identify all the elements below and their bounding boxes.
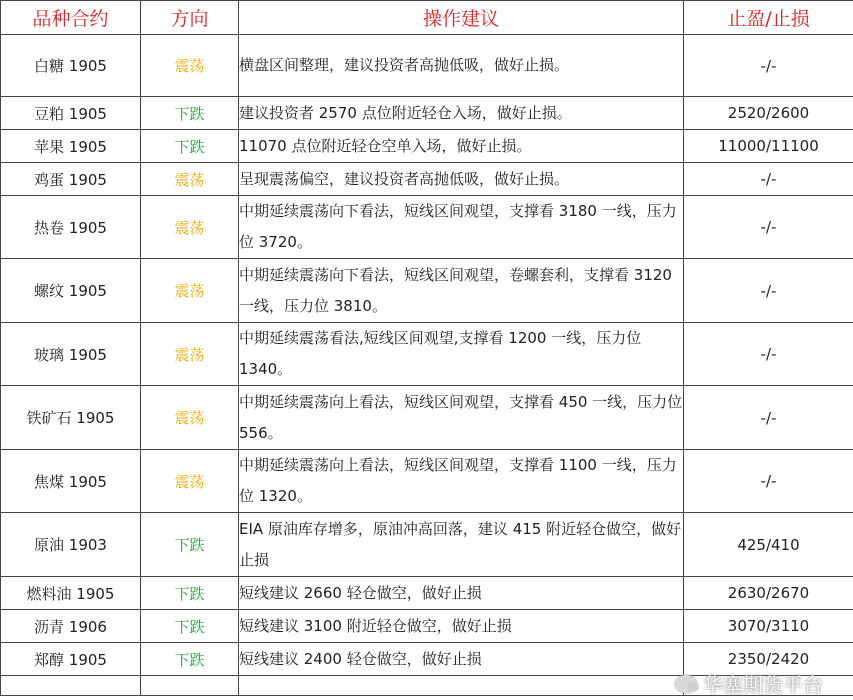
header-stop: 止盈/止损 xyxy=(684,1,853,35)
cell-stop: 3070/3110 xyxy=(684,610,853,643)
cell-direction: 震荡 xyxy=(141,196,239,259)
cell-stop: 2350/2420 xyxy=(684,643,853,676)
table-row xyxy=(1,130,853,163)
table-row xyxy=(1,196,853,259)
cell-name: 沥青 1906 xyxy=(1,610,141,643)
cell-advice: 呈现震荡偏空，建议投资者高抛低吸，做好止损。 xyxy=(239,163,684,196)
table-row xyxy=(1,513,853,577)
cell-advice: 中期延续震荡向下看法，短线区间观望，支撑看 3180 一线，压力位 3720。 xyxy=(239,196,684,259)
table-row xyxy=(1,323,853,386)
table-row xyxy=(1,610,853,643)
cell-direction: 震荡 xyxy=(141,35,239,97)
cell-stop: -/- xyxy=(684,196,853,259)
cell-direction: 下跌 xyxy=(141,577,239,610)
cell-direction: 下跌 xyxy=(141,513,239,577)
cell-advice: 中期延续震荡看法,短线区间观望,支撑看 1200 一线，压力位 1340。 xyxy=(239,323,684,386)
cell-name: 白糖 1905 xyxy=(1,35,141,97)
header-name: 品种合约 xyxy=(1,1,141,35)
table-row xyxy=(1,577,853,610)
header-row xyxy=(1,1,853,35)
cell-direction: 震荡 xyxy=(141,386,239,450)
cell-advice: 中期延续震荡向上看法，短线区间观望，支撑看 450 一线，压力位 556。 xyxy=(239,386,684,450)
cell-advice: 短线建议 2400 轻仓做空，做好止损 xyxy=(239,643,684,676)
table-row xyxy=(1,259,853,323)
cell-direction: 震荡 xyxy=(141,259,239,323)
cell-stop: -/- xyxy=(684,450,853,513)
cell-stop: 425/410 xyxy=(684,513,853,577)
table-row xyxy=(1,163,853,196)
cell-direction: 震荡 xyxy=(141,163,239,196)
cell-stop: -/- xyxy=(684,163,853,196)
cell-direction: 下跌 xyxy=(141,610,239,643)
wechat-icon xyxy=(675,675,697,693)
cell-advice: 短线建议 3100 附近轻仓做空，做好止损 xyxy=(239,610,684,643)
cell-advice: 中期延续震荡向上看法，短线区间观望，支撑看 1100 一线，压力位 1320。 xyxy=(239,450,684,513)
empty-cell xyxy=(239,676,684,696)
cell-name: 鸡蛋 1905 xyxy=(1,163,141,196)
cell-stop: -/- xyxy=(684,386,853,450)
cell-advice: 建议投资者 2570 点位附近轻仓入场，做好止损。 xyxy=(239,97,684,130)
table-row xyxy=(1,450,853,513)
cell-direction: 下跌 xyxy=(141,130,239,163)
cell-direction: 下跌 xyxy=(141,643,239,676)
empty-cell xyxy=(1,676,141,696)
watermark xyxy=(675,669,823,698)
empty-cell xyxy=(141,676,239,696)
cell-name: 热卷 1905 xyxy=(1,196,141,259)
cell-direction: 震荡 xyxy=(141,450,239,513)
table-row xyxy=(1,386,853,450)
cell-stop: 11000/11100 xyxy=(684,130,853,163)
cell-name: 焦煤 1905 xyxy=(1,450,141,513)
cell-name: 燃料油 1905 xyxy=(1,577,141,610)
cell-name: 豆粕 1905 xyxy=(1,97,141,130)
cell-direction: 下跌 xyxy=(141,97,239,130)
table-row xyxy=(1,35,853,97)
table-row xyxy=(1,97,853,130)
cell-advice: 11070 点位附近轻仓空单入场，做好止损。 xyxy=(239,130,684,163)
cell-name: 铁矿石 1905 xyxy=(1,386,141,450)
cell-name: 原油 1903 xyxy=(1,513,141,577)
cell-advice: 横盘区间整理，建议投资者高抛低吸，做好止损。 xyxy=(239,35,684,97)
cell-name: 玻璃 1905 xyxy=(1,323,141,386)
cell-advice: 短线建议 2660 轻仓做空，做好止损 xyxy=(239,577,684,610)
watermark-text: 华塞期货平台 xyxy=(703,673,823,697)
cell-stop: -/- xyxy=(684,323,853,386)
header-advice: 操作建议 xyxy=(239,1,684,35)
cell-name: 苹果 1905 xyxy=(1,130,141,163)
header-direction: 方向 xyxy=(141,1,239,35)
cell-name: 郑醇 1905 xyxy=(1,643,141,676)
cell-advice: 中期延续震荡向下看法，短线区间观望，卷螺套利，支撑看 3120 一线，压力位 3810。 xyxy=(239,259,684,323)
cell-stop: 2630/2670 xyxy=(684,577,853,610)
cell-stop: 2520/2600 xyxy=(684,97,853,130)
cell-advice: EIA 原油库存增多，原油冲高回落，建议 415 附近轻仓做空，做好止损 xyxy=(239,513,684,577)
cell-stop: -/- xyxy=(684,35,853,97)
cell-name: 螺纹 1905 xyxy=(1,259,141,323)
cell-direction: 震荡 xyxy=(141,323,239,386)
cell-stop: -/- xyxy=(684,259,853,323)
